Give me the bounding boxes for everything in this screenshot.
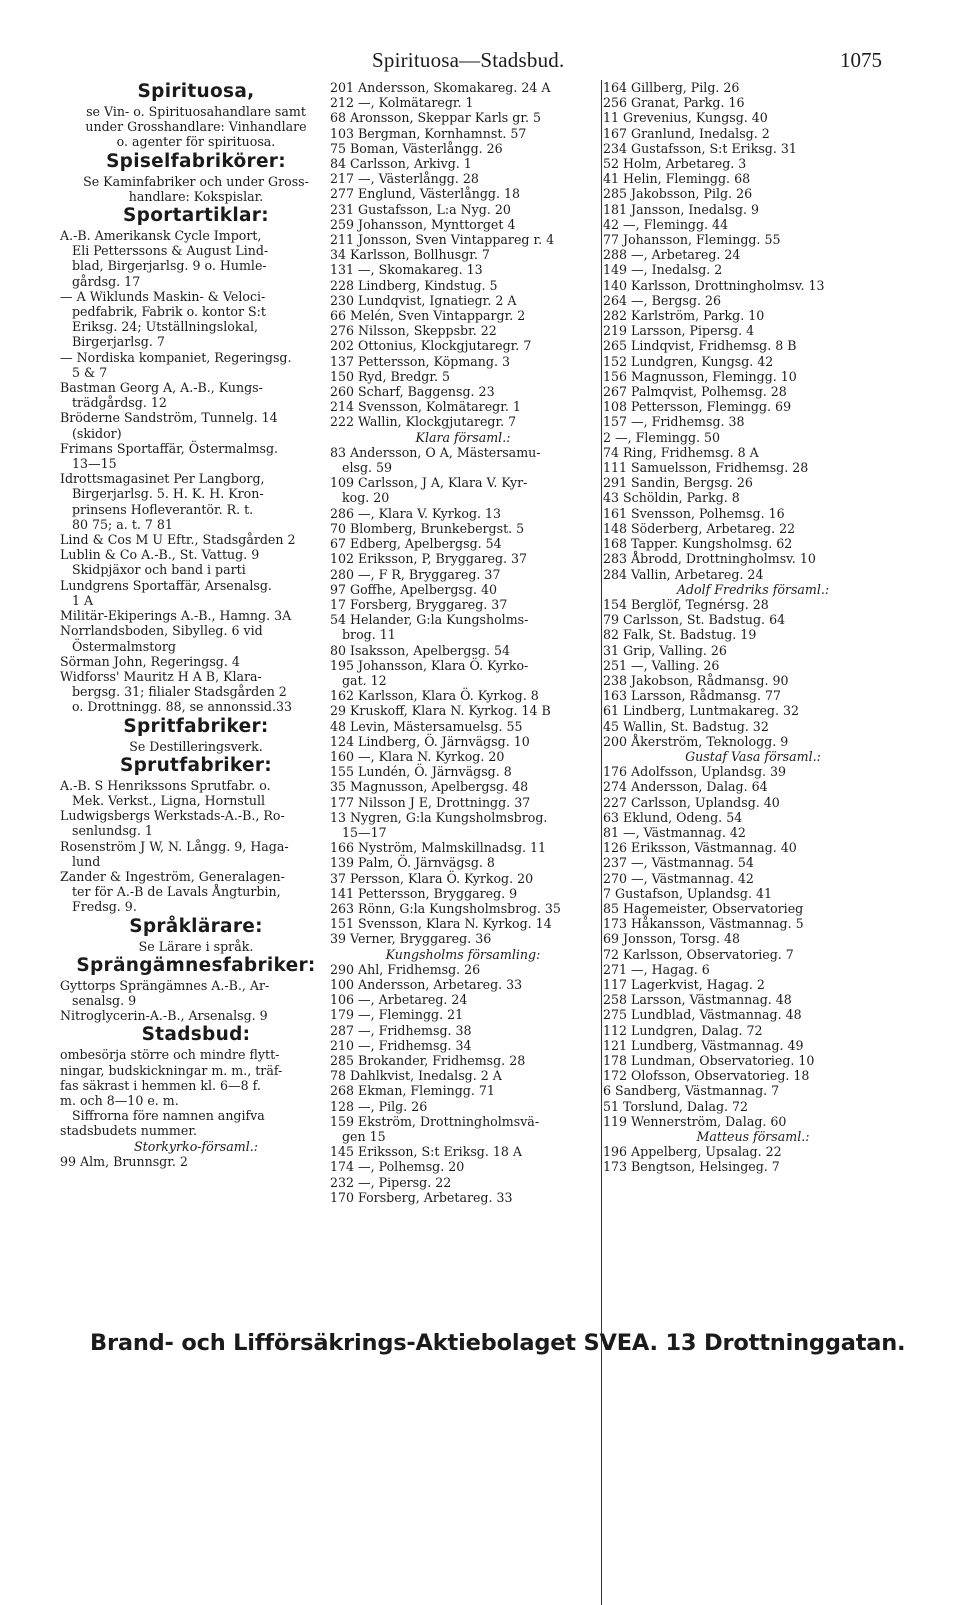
directory-entry: 70 Blomberg, Brunkebergst. 5 — [330, 520, 525, 536]
directory-entry: 111 Samuelsson, Fridhemsg. 28 — [603, 460, 809, 476]
directory-entry: 260 Scharf, Baggensg. 23 — [330, 384, 495, 400]
directory-entry: 80 Isaksson, Apelbergsg. 54 — [330, 642, 511, 658]
entry-continuation: Eriksg. 24; Utställningslokal, — [72, 319, 258, 335]
directory-entry: 45 Wallin, St. Badstug. 32 — [603, 718, 769, 734]
directory-entry: 263 Rönn, G:la Kungsholmsbrog. 35 — [330, 900, 561, 916]
directory-entry: Frimans Sportaffär, Östermalmsg. — [60, 440, 279, 456]
directory-entry: 219 Larsson, Pipersg. 4 — [603, 323, 755, 339]
entry-continuation: Eli Petterssons & August Lind- — [72, 243, 269, 259]
directory-entry: 85 Hagemeister, Observatorieg — [603, 900, 804, 916]
directory-entry: 151 Svensson, Klara N. Kyrkog. 14 — [330, 916, 552, 932]
entry-continuation: 5 & 7 — [72, 364, 108, 380]
entry-continuation: pedfabrik, Fabrik o. kontor S:t — [72, 304, 266, 320]
entry-continuation: Fredsg. 9. — [72, 899, 137, 915]
entry-continuation: gårdsg. 17 — [72, 273, 141, 289]
section-heading: Sprängämnesfabriker: — [76, 954, 316, 976]
directory-entry: 155 Lundén, Ö. Järnvägsg. 8 — [330, 764, 512, 780]
entry-continuation: Mek. Verkst., Ligna, Hornstull — [72, 792, 266, 808]
directory-entry: 156 Magnusson, Flemingg. 10 — [603, 368, 797, 384]
directory-entry: 140 Karlsson, Drottningholmsv. 13 — [603, 277, 825, 293]
directory-entry: — A Wiklunds Maskin- & Veloci- — [60, 288, 266, 304]
directory-entry: Gyttorps Sprängämnes A.-B., Ar- — [60, 977, 270, 993]
column-left — [60, 80, 332, 1169]
entry-continuation: trädgårdsg. 12 — [72, 395, 167, 411]
directory-entry: 256 Granat, Parkg. 16 — [603, 95, 745, 111]
entry-continuation: o. Drottningg. 88, se annonssid.33 — [72, 699, 292, 715]
directory-entry: 265 Lindqvist, Fridhemsg. 8 B — [603, 338, 797, 354]
entry-continuation: elsg. 59 — [342, 460, 393, 476]
directory-entry: 79 Carlsson, St. Badstug. 64 — [603, 612, 786, 628]
cross-reference: o. agenter för spirituosa. — [116, 134, 276, 150]
directory-entry: 161 Svensson, Polhemsg. 16 — [603, 505, 785, 521]
entry-continuation: 1 A — [72, 592, 94, 608]
directory-entry: 102 Eriksson, P, Bryggareg. 37 — [330, 551, 528, 567]
entry-continuation: gat. 12 — [342, 672, 387, 688]
directory-entry: Nitroglycerin-A.-B., Arsenalsg. 9 — [60, 1008, 268, 1024]
directory-entry: 232 —, Pipersg. 22 — [330, 1174, 452, 1190]
directory-entry: 166 Nyström, Malmskillnadsg. 11 — [330, 840, 547, 856]
entry-continuation: kog. 20 — [342, 490, 390, 506]
cross-reference: handlare: Kokspislar. — [128, 188, 264, 204]
section-heading: Spritfabriker: — [123, 715, 269, 737]
directory-entry: 108 Pettersson, Flemingg. 69 — [603, 399, 792, 415]
directory-entry: 168 Tapper. Kungsholmsg. 62 — [603, 536, 793, 552]
directory-entry: 51 Torslund, Dalag. 72 — [603, 1098, 749, 1114]
directory-entry: 78 Dahlkvist, Inedalsg. 2 A — [330, 1068, 502, 1084]
directory-entry: 145 Eriksson, S:t Eriksg. 18 A — [330, 1144, 522, 1160]
directory-entry: 100 Andersson, Arbetareg. 33 — [330, 976, 523, 992]
directory-entry: 152 Lundgren, Kungsg. 42 — [603, 353, 774, 369]
directory-entry: 150 Ryd, Bredgr. 5 — [330, 368, 450, 384]
parish-subheading: Gustaf Vasa församl.: — [685, 748, 821, 764]
directory-entry: 99 Alm, Brunnsgr. 2 — [60, 1153, 188, 1169]
directory-entry: 286 —, Klara V. Kyrkog. 13 — [330, 505, 502, 521]
directory-entry: 201 Andersson, Skomakareg. 24 A — [330, 80, 551, 95]
directory-entry: 39 Verner, Bryggareg. 36 — [330, 931, 492, 947]
entry-continuation: Birgerjarlsg. 5. H. K. H. Kron- — [72, 486, 264, 502]
directory-entry: 83 Andersson, O A, Mästersamu- — [330, 444, 541, 460]
entry-continuation: (skidor) — [72, 425, 122, 441]
directory-entry: stadsbudets nummer. — [60, 1123, 197, 1139]
directory-entry: 202 Ottonius, Klockgjutaregr. 7 — [330, 338, 532, 354]
directory-entry: 176 Adolfsson, Uplandsg. 39 — [603, 764, 787, 780]
directory-entry: 42 —, Flemingg. 44 — [603, 216, 729, 232]
directory-entry: 7 Gustafson, Uplandsg. 41 — [603, 885, 772, 901]
directory-entry: 212 —, Kolmätaregr. 1 — [330, 95, 474, 111]
directory-entry: 119 Wennerström, Dalag. 60 — [603, 1113, 787, 1129]
directory-entry: 160 —, Klara N. Kyrkog. 20 — [330, 748, 505, 764]
section-heading: Stadsbud: — [141, 1024, 251, 1046]
directory-entry: 211 Jonsson, Sven Vintappareg r. 4 — [330, 232, 555, 248]
directory-entry: 69 Jonsson, Torsg. 48 — [603, 931, 740, 947]
directory-entry: 170 Forsberg, Arbetareg. 33 — [330, 1189, 513, 1205]
directory-entry: 285 Brokander, Fridhemsg. 28 — [330, 1053, 526, 1068]
directory-entry: 238 Jakobson, Rådmansg. 90 — [603, 672, 789, 688]
directory-entry: 291 Sandin, Bergsg. 26 — [603, 475, 753, 491]
directory-entry: 173 Håkansson, Västmannag. 5 — [603, 916, 804, 932]
directory-entry: 74 Ring, Fridhemsg. 8 A — [603, 444, 759, 460]
section-heading: Spiselfabrikörer: — [106, 150, 286, 172]
directory-entry: 54 Helander, G:la Kungsholms- — [330, 612, 529, 628]
directory-entry: 157 —, Fridhemsg. 38 — [603, 414, 745, 430]
directory-entry: Norrlandsboden, Sibylleg. 6 vid — [60, 623, 263, 639]
directory-entry: 141 Pettersson, Bryggareg. 9 — [330, 885, 518, 901]
directory-entry: 109 Carlsson, J A, Klara V. Kyr- — [330, 475, 528, 491]
entry-continuation: lund — [72, 853, 101, 869]
directory-entry: 271 —, Hagag. 6 — [603, 961, 710, 977]
directory-entry: Sörman John, Regeringsg. 4 — [60, 653, 240, 669]
directory-entry: 63 Eklund, Odeng. 54 — [603, 809, 743, 825]
directory-entry: 164 Gillberg, Pilg. 26 — [603, 80, 740, 95]
directory-entry: Militär-Ekiperings A.-B., Hamng. 3A — [60, 608, 292, 624]
directory-entry: 173 Bengtson, Helsingeg. 7 — [603, 1159, 780, 1175]
directory-entry: 139 Palm, Ö. Järnvägsg. 8 — [330, 855, 495, 871]
directory-entry: 287 —, Fridhemsg. 38 — [330, 1022, 472, 1038]
directory-entry: 283 Åbrodd, Drottningholmsv. 10 — [603, 551, 816, 567]
entry-continuation: senlundsg. 1 — [72, 823, 153, 839]
directory-entry: 274 Andersson, Dalag. 64 — [603, 779, 768, 795]
directory-entry: 17 Forsberg, Bryggareg. 37 — [330, 596, 508, 612]
directory-entry: 280 —, F R, Bryggareg. 37 — [330, 566, 501, 582]
directory-entry: 66 Melén, Sven Vintappargr. 2 — [330, 308, 526, 324]
directory-entry: 162 Karlsson, Klara Ö. Kyrkog. 8 — [330, 688, 539, 704]
directory-entry: 282 Karlström, Parkg. 10 — [603, 308, 765, 324]
directory-entry: 196 Appelberg, Upsalag. 22 — [603, 1144, 782, 1160]
cross-reference: under Grosshandlare: Vinhandlare — [85, 119, 307, 135]
directory-entry: 267 Palmqvist, Polhemsg. 28 — [603, 384, 787, 400]
entry-continuation: gen 15 — [342, 1129, 386, 1145]
directory-entry: 288 —, Arbetareg. 24 — [603, 247, 741, 263]
directory-entry: 75 Boman, Västerlångg. 26 — [330, 140, 503, 156]
directory-entry: 128 —, Pilg. 26 — [330, 1098, 428, 1114]
directory-entry: 200 Åkerström, Teknologg. 9 — [603, 733, 789, 749]
directory-entry: 251 —, Valling. 26 — [603, 657, 720, 673]
directory-entry: A.-B. Amerikansk Cycle Import, — [60, 228, 262, 244]
directory-entry: 6 Sandberg, Västmannag. 7 — [603, 1083, 780, 1099]
directory-entry: Rosenström J W, N. Långg. 9, Haga- — [60, 838, 289, 854]
directory-entry: 276 Nilsson, Skeppsbr. 22 — [330, 323, 497, 339]
directory-entry: Bastman Georg A, A.-B., Kungs- — [60, 380, 263, 396]
directory-entry: 285 Jakobsson, Pilg. 26 — [603, 186, 753, 202]
directory-entry: 217 —, Västerlångg. 28 — [330, 171, 479, 187]
directory-entry: 181 Jansson, Inedalsg. 9 — [603, 201, 760, 217]
directory-entry: 258 Larsson, Västmannag. 48 — [603, 992, 792, 1008]
parish-subheading: Storkyrko-församl.: — [134, 1138, 258, 1154]
directory-entry: 237 —, Västmannag. 54 — [603, 855, 754, 871]
column-right — [603, 80, 903, 1175]
page-number: 1075 — [840, 48, 882, 72]
cross-reference: Se Kaminfabriker och under Gross- — [83, 173, 309, 189]
directory-entry: — Nordiska kompaniet, Regeringsg. — [60, 349, 292, 365]
directory-entry: 230 Lundqvist, Ignatiegr. 2 A — [330, 292, 517, 308]
entry-continuation: ter för A.-B de Lavals Ångturbin, — [72, 884, 281, 900]
running-title: Spirituosa—Stadsbud. — [372, 48, 565, 72]
cross-reference: se Vin- o. Spirituosahandlare samt — [86, 104, 306, 119]
directory-entry: 284 Vallin, Arbetareg. 24 — [603, 566, 764, 582]
directory-entry: 117 Lagerkvist, Hagag. 2 — [603, 976, 765, 992]
parish-subheading: Matteus församl.: — [696, 1129, 810, 1145]
entry-continuation: brog. 11 — [342, 627, 396, 643]
directory-entry: fas säkrast i hemmen kl. 6—8 f. — [60, 1077, 261, 1093]
directory-entry: 84 Carlsson, Arkivg. 1 — [330, 156, 472, 172]
section-heading: Sprutfabriker: — [119, 754, 273, 776]
directory-entry: 149 —, Inedalsg. 2 — [603, 262, 723, 278]
directory-entry: 179 —, Flemingg. 21 — [330, 1007, 464, 1023]
directory-entry: 106 —, Arbetareg. 24 — [330, 992, 468, 1008]
directory-entry: 231 Gustafsson, L:a Nyg. 20 — [330, 201, 511, 217]
directory-entry: 148 Söderberg, Arbetareg. 22 — [603, 520, 796, 536]
entry-continuation: blad, Birgerjarlsg. 9 o. Humle- — [72, 258, 267, 274]
directory-entry: Lundgrens Sportaffär, Arsenalsg. — [60, 577, 272, 593]
directory-entry: 68 Aronsson, Skeppar Karls gr. 5 — [330, 110, 541, 126]
directory-entry: Bröderne Sandström, Tunnelg. 14 — [60, 410, 278, 426]
advertisement-footer: Brand- och Lifförsäkrings-Aktiebolaget SVEA. 13 Drottninggatan. — [90, 1330, 906, 1356]
entry-continuation: Östermalmstorg — [72, 638, 176, 654]
directory-entry: 222 Wallin, Klockgjutaregr. 7 — [330, 414, 517, 430]
entry-continuation: senalsg. 9 — [72, 992, 137, 1008]
entry-continuation: 13—15 — [72, 456, 117, 472]
entry-continuation: bergsg. 31; filialer Stadsgården 2 — [72, 684, 287, 700]
directory-entry: 72 Karlsson, Observatorieg. 7 — [603, 946, 794, 962]
section-heading: Sportartiklar: — [123, 205, 269, 227]
directory-entry: 34 Karlsson, Bollhusgr. 7 — [330, 247, 490, 263]
directory-entry: 67 Edberg, Apelbergsg. 54 — [330, 536, 502, 552]
cross-reference: Se Lärare i språk. — [138, 938, 254, 954]
entry-continuation: Skidpjäxor och band i parti — [72, 562, 246, 578]
column-divider — [601, 80, 602, 1605]
directory-entry: 154 Berglöf, Tegnérsg. 28 — [603, 596, 769, 612]
directory-entry: 97 Goffhe, Apelbergsg. 40 — [330, 581, 497, 597]
cross-reference: Se Destilleringsverk. — [129, 738, 263, 754]
directory-entry: 11 Grevenius, Kungsg. 40 — [603, 110, 768, 126]
directory-entry: 29 Kruskoff, Klara N. Kyrkog. 14 B — [330, 703, 551, 719]
directory-entry: 172 Olofsson, Observatorieg. 18 — [603, 1068, 810, 1084]
directory-entry: 163 Larsson, Rådmansg. 77 — [603, 688, 782, 704]
directory-entry: 177 Nilsson J E, Drottningg. 37 — [330, 794, 531, 810]
directory-entry: 126 Eriksson, Västmannag. 40 — [603, 840, 797, 856]
directory-entry: 270 —, Västmannag. 42 — [603, 870, 754, 886]
directory-entry: 82 Falk, St. Badstug. 19 — [603, 627, 757, 643]
directory-entry: Zander & Ingeström, Generalagen- — [60, 868, 285, 884]
directory-entry: 37 Persson, Klara Ö. Kyrkog. 20 — [330, 870, 534, 886]
directory-entry: ningar, budskickningar m. m., träf- — [60, 1062, 283, 1078]
entry-continuation: Siffrorna före namnen angifva — [72, 1108, 265, 1124]
directory-entry: 174 —, Polhemsg. 20 — [330, 1159, 465, 1175]
directory-entry: 81 —, Västmannag. 42 — [603, 824, 746, 840]
directory-entry: 227 Carlsson, Uplandsg. 40 — [603, 794, 780, 810]
directory-entry: 52 Holm, Arbetareg. 3 — [603, 156, 747, 172]
directory-entry: 31 Grip, Valling. 26 — [603, 642, 727, 658]
column-middle — [330, 80, 596, 1205]
directory-entry: 275 Lundblad, Västmannag. 48 — [603, 1007, 802, 1023]
directory-entry: 112 Lundgren, Dalag. 72 — [603, 1022, 763, 1038]
directory-entry: Ludwigsbergs Werkstads-A.-B., Ro- — [60, 808, 285, 824]
section-heading: Språklärare: — [129, 915, 263, 937]
directory-entry: 2 —, Flemingg. 50 — [603, 429, 721, 445]
entry-continuation: Birgerjarlsg. 7 — [72, 334, 165, 350]
entry-continuation: prinsens Hofleverantör. R. t. — [72, 501, 254, 517]
entry-continuation: 15—17 — [342, 824, 387, 840]
directory-entry: 195 Johansson, Klara Ö. Kyrko- — [330, 657, 529, 673]
directory-entry: 103 Bergman, Kornhamnst. 57 — [330, 125, 527, 141]
directory-entry: 259 Johansson, Mynttorget 4 — [330, 216, 516, 232]
directory-entry: 178 Lundman, Observatorieg. 10 — [603, 1053, 815, 1068]
directory-entry: 214 Svensson, Kolmätaregr. 1 — [330, 399, 521, 415]
parish-subheading: Adolf Fredriks församl.: — [676, 581, 830, 597]
directory-entry: 13 Nygren, G:la Kungsholmsbrog. — [330, 809, 548, 825]
directory-entry: Lublin & Co A.-B., St. Vattug. 9 — [60, 547, 260, 563]
entry-continuation: 80 75; a. t. 7 81 — [72, 516, 173, 532]
directory-entry: Idrottsmagasinet Per Langborg, — [60, 471, 265, 487]
directory-entry: 35 Magnusson, Apelbergsg. 48 — [330, 779, 529, 795]
directory-entry: Widforss' Mauritz H A B, Klara- — [60, 668, 262, 684]
parish-subheading: Klara församl.: — [415, 429, 511, 445]
directory-entry: 77 Johansson, Flemingg. 55 — [603, 232, 781, 248]
directory-entry: 61 Lindberg, Luntmakareg. 32 — [603, 703, 799, 719]
directory-entry: 234 Gustafsson, S:t Eriksg. 31 — [603, 140, 797, 156]
directory-entry: 167 Granlund, Inedalsg. 2 — [603, 125, 770, 141]
page-header — [0, 48, 960, 78]
directory-entry: ombesörja större och mindre flytt- — [60, 1047, 280, 1063]
directory-entry: 268 Ekman, Flemingg. 71 — [330, 1083, 495, 1099]
directory-entry: 290 Ahl, Fridhemsg. 26 — [330, 961, 481, 977]
directory-entry: 121 Lundberg, Västmannag. 49 — [603, 1037, 804, 1053]
directory-entry: 277 Englund, Västerlångg. 18 — [330, 186, 520, 202]
parish-subheading: Kungsholms församling: — [385, 946, 541, 962]
directory-entry: 48 Levin, Mästersamuelsg. 55 — [330, 718, 523, 734]
directory-entry: 228 Lindberg, Kindstug. 5 — [330, 277, 498, 293]
directory-entry: 210 —, Fridhemsg. 34 — [330, 1037, 472, 1053]
directory-entry: A.-B. S Henrikssons Sprutfabr. o. — [60, 777, 271, 793]
directory-entry: 264 —, Bergsg. 26 — [603, 292, 721, 308]
directory-entry: 131 —, Skomakareg. 13 — [330, 262, 483, 278]
directory-entry: 41 Helin, Flemingg. 68 — [603, 171, 751, 187]
directory-entry: 124 Lindberg, Ö. Järnvägsg. 10 — [330, 733, 530, 749]
directory-entry: 159 Ekström, Drottningholmsvä- — [330, 1113, 540, 1129]
directory-entry: 43 Schöldin, Parkg. 8 — [603, 490, 740, 506]
directory-entry: 137 Pettersson, Köpmang. 3 — [330, 353, 510, 369]
section-heading: Spirituosa, — [137, 81, 255, 102]
directory-entry: Lind & Cos M U Eftr., Stadsgården 2 — [60, 532, 296, 548]
directory-entry: m. och 8—10 e. m. — [60, 1092, 179, 1108]
